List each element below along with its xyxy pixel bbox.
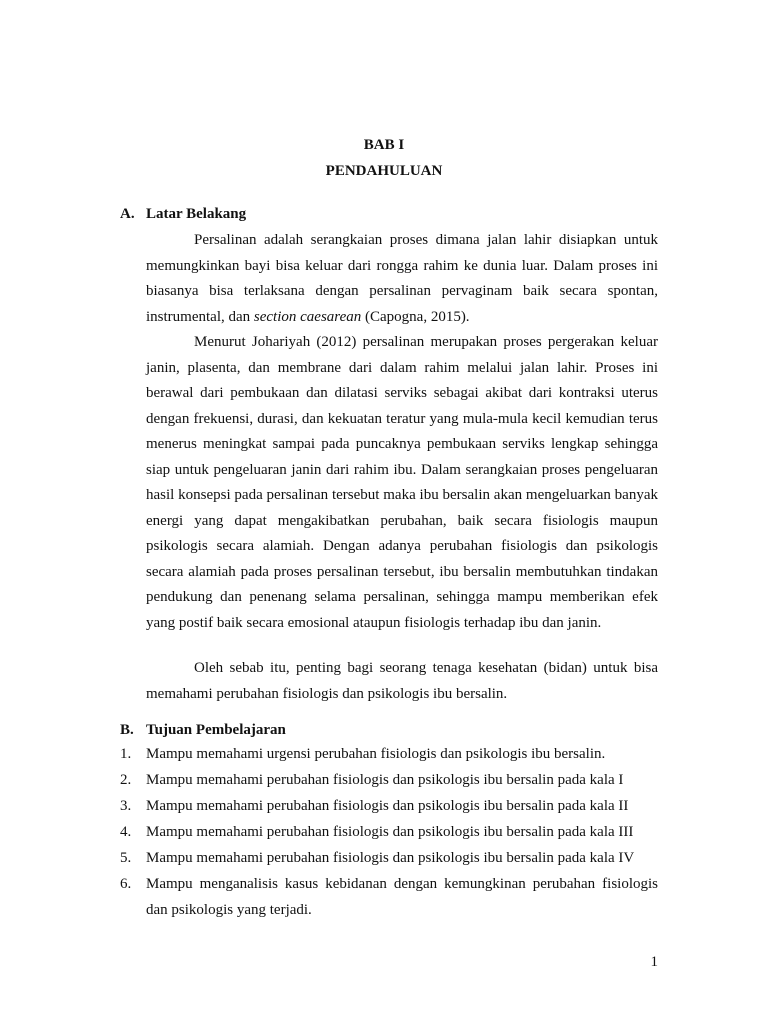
section-a-label: A. (120, 206, 135, 222)
list-item-text: Mampu memahami perubahan fisiologis dan psikologis ibu bersalin pada kala III (146, 824, 634, 840)
section-a-heading: Latar Belakang (146, 206, 247, 222)
chapter-title: PENDAHULUAN (325, 163, 443, 179)
list-item-number: 2. (120, 772, 132, 788)
paragraph-1-text: Persalinan adalah serangkaian proses dimana jalan lahir disiapkan untuk memungkinkan bayi bisa keluar dari rongga rahim ke dunia luar. Dalam proses ini biasanya bisa terlaksana dengan persalinan pervaginam baik secara spontan, instrumental, dan (146, 232, 658, 325)
list-item-text: Mampu memahami perubahan fisiologis dan psikologis ibu bersalin pada kala I (146, 772, 624, 788)
list-item-text: Mampu memahami urgensi perubahan fisiologis dan psikologis ibu bersalin. (146, 746, 606, 762)
list-item-number: 5. (120, 850, 132, 866)
list-item-number: 6. (120, 876, 132, 892)
paragraph-3 (146, 656, 658, 707)
paragraph-2-text: Menurut Johariyah (2012) persalinan merupakan proses pergerakan keluar janin, plasenta, dan membrane dari dalam rahim melalui jalan lahir. Proses ini berawal dari pembukaan dan dilatasi serviks sebagai akibat dari kontraksi uterus dengan frekuensi, durasi, dan kekuatan teratur yang mula-mula kecil kemudian terus menerus meningkat sampai pada puncaknya pembukaan serviks lengkap sehingga siap untuk pengeluaran janin dari rahim ibu. Dalam serangkaian proses pengeluaran hasil konsepsi pada persalinan tersebut maka ibu bersalin akan mengeluarkan banyak energi yang dapat mengakibatkan perubahan, baik secara fisiologis maupun psikologis secara alamiah. Dengan adanya perubahan fisiologis dan psikologis secara alamiah pada proses persalinan tersebut, ibu bersalin membutuhkan tindakan pendukung dan penenang selama persalinan, sehingga mampu memberikan efek yang postif baik secara emosional ataupun fisiologis terhadap ibu dan janin. (146, 334, 658, 631)
list-item-number: 4. (120, 824, 132, 840)
paragraph-2 (146, 330, 658, 636)
paragraph-3-text: Oleh sebab itu, penting bagi seorang tenaga kesehatan (bidan) untuk bisa memahami perubahan fisiologis dan psikologis ibu bersalin. (146, 660, 658, 702)
list-item-number: 3. (120, 798, 132, 814)
list-item-text: Mampu memahami perubahan fisiologis dan psikologis ibu bersalin pada kala II (146, 798, 629, 814)
paragraph-1 (146, 228, 658, 330)
paragraph-1-citation: (Capogna, 2015). (361, 308, 470, 325)
chapter-number: BAB I (363, 137, 405, 153)
list-item-number: 1. (120, 746, 132, 762)
page-number: 1 (650, 954, 658, 970)
section-b-heading: Tujuan Pembelajaran (146, 722, 286, 738)
section-b-label: B. (120, 722, 134, 738)
paragraph-1-italic: section caesarean (253, 308, 362, 325)
list-item-text: Mampu menganalisis kasus kebidanan dengan kemungkinan perubahan fisiologis dan psikologis yang terjadi. (146, 876, 658, 918)
list-item-text: Mampu memahami perubahan fisiologis dan psikologis ibu bersalin pada kala IV (146, 850, 635, 866)
